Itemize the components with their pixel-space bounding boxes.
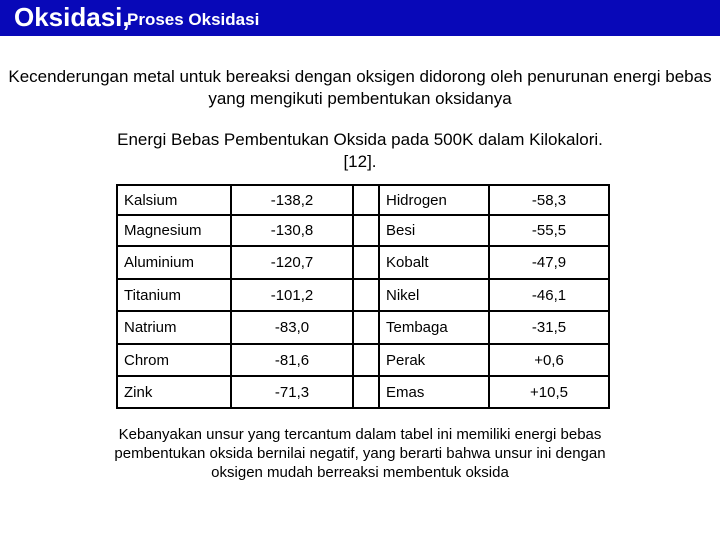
table-row [117,185,609,215]
energy-value: -101,2 [231,279,353,311]
slide-subtitle: Proses Oksidasi [127,10,260,29]
table-row [117,376,609,408]
table-row [117,344,609,376]
energy-value: +10,5 [489,376,609,408]
spacer-cell [353,311,379,344]
energy-value: -46,1 [489,279,609,311]
metal-name: Besi [379,215,489,246]
metal-name: Zink [117,376,231,408]
metal-name: Tembaga [379,311,489,344]
metal-name: Hidrogen [379,185,489,215]
energy-value: +0,6 [489,344,609,376]
metal-name: Titanium [117,279,231,311]
table-row [117,246,609,279]
table-row [117,311,609,344]
metal-name: Magnesium [117,215,231,246]
energy-value: -120,7 [231,246,353,279]
metal-name: Chrom [117,344,231,376]
spacer-cell [353,185,379,215]
metal-name: Perak [379,344,489,376]
slide-title: Oksidasi, [14,2,130,32]
energy-value: -55,5 [489,215,609,246]
spacer-cell [353,246,379,279]
energy-value: -58,3 [489,185,609,215]
metal-name: Emas [379,376,489,408]
energy-value: -130,8 [231,215,353,246]
energy-value: -47,9 [489,246,609,279]
spacer-cell [353,279,379,311]
table-row [117,279,609,311]
intro-text: Kecenderungan metal untuk bereaksi dengan oksigen didorong oleh penurunan energi bebas yang mengikuti pembentukan oksidanya [8,67,712,108]
title-bar [0,0,720,36]
energy-value: -81,6 [231,344,353,376]
conclusion-text: Kebanyakan unsur yang tercantum dalam tabel ini memiliki energi bebas pembentukan oksida bernilai negatif, yang berarti bahwa unsur ini dengan oksigen mudah berreaksi membentuk oksida [114,426,606,481]
spacer-cell [353,344,379,376]
table-row [117,215,609,246]
spacer-cell [353,215,379,246]
metal-name: Kobalt [379,246,489,279]
metal-name: Kalsium [117,185,231,215]
metal-name: Nikel [379,279,489,311]
energy-value: -31,5 [489,311,609,344]
energy-value: -83,0 [231,311,353,344]
metal-name: Aluminium [117,246,231,279]
metal-name: Natrium [117,311,231,344]
spacer-cell [353,376,379,408]
energy-value: -71,3 [231,376,353,408]
table-title: Energi Bebas Pembentukan Oksida pada 500K dalam Kilokalori.[12]. [117,130,603,171]
free-energy-table [116,184,610,409]
energy-value: -138,2 [231,185,353,215]
